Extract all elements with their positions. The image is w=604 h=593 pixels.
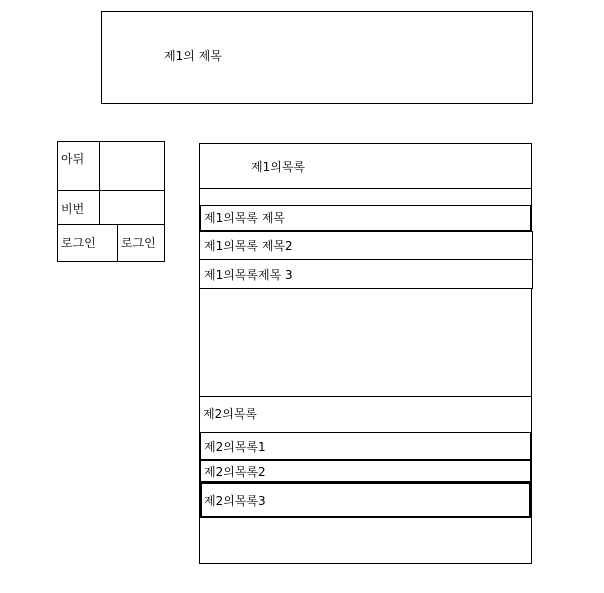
header-box [101, 11, 533, 104]
list2-item-label: 제2의목록2 [204, 465, 266, 479]
list2-item-label: 제2의목록3 [204, 494, 266, 508]
list2-item[interactable] [200, 482, 531, 518]
list1-item-label: 제1의목록 제목 [204, 211, 286, 225]
login-panel [57, 141, 165, 262]
page-title: 제1의 제목 [164, 49, 222, 63]
list1-item-label: 제1의목록제목 3 [204, 268, 293, 282]
list2-item[interactable] [200, 460, 531, 482]
list1-title: 제1의목록 [251, 160, 306, 174]
password-input[interactable] [100, 191, 164, 224]
list1-header-divider [200, 188, 531, 189]
list1-item[interactable] [199, 259, 533, 289]
id-label: 아뒤 [61, 152, 85, 166]
list2-title: 제2의목록 [203, 407, 258, 421]
login-button[interactable] [118, 225, 164, 261]
list2-item-label: 제2의목록1 [204, 440, 266, 454]
password-label: 비번 [61, 202, 85, 216]
list-panel [199, 143, 532, 564]
id-input[interactable] [100, 142, 164, 190]
list1-item-label: 제1의목록 제목2 [204, 239, 293, 253]
list2-item[interactable] [200, 432, 531, 460]
list2-top-divider [200, 396, 531, 397]
list1-item[interactable] [200, 205, 531, 231]
login-button-label: 로그인 [121, 236, 156, 250]
list1-item[interactable] [199, 231, 533, 260]
login-label: 로그인 [61, 236, 96, 250]
